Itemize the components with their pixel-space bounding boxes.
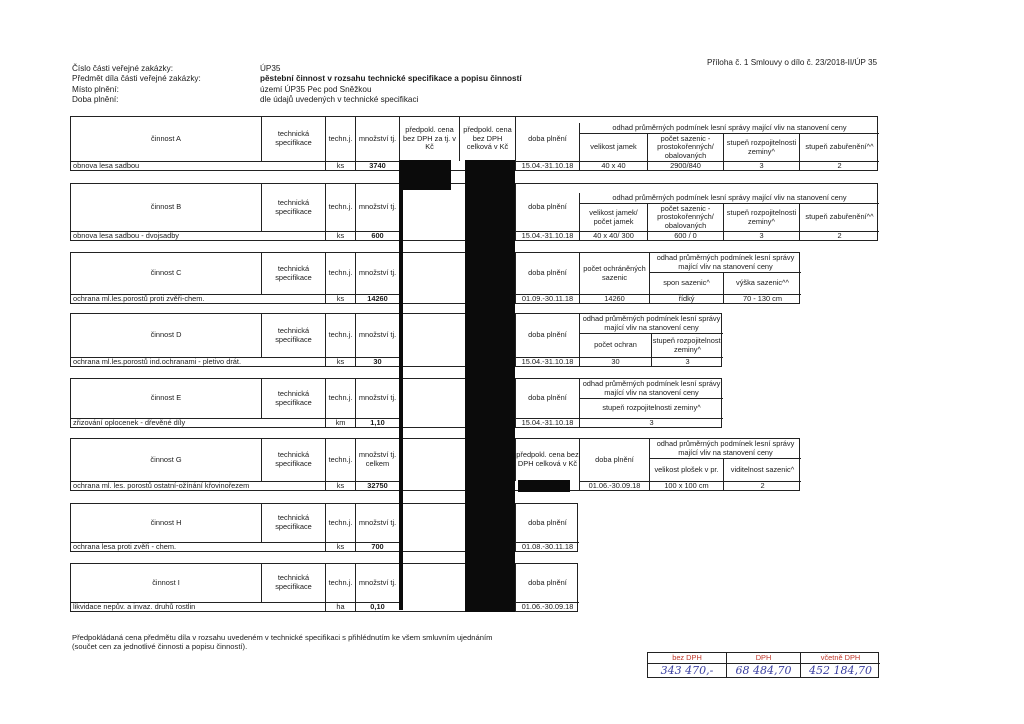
redaction-block xyxy=(399,160,451,190)
block-b-c3: stupeň rozpojitelnosti zeminy^ xyxy=(723,204,799,231)
block-g-term: 01.06.-30.09.18 xyxy=(579,481,649,491)
block-h-tech-spec: technická specifikace xyxy=(261,504,325,542)
block-a-unit: ks xyxy=(325,161,355,171)
block-d-unit-head: techn.j. xyxy=(325,314,355,357)
block-b-row-name: obnova lesa sadbou - dvojsadby xyxy=(71,231,325,241)
block-c-v2: řídký xyxy=(649,294,723,304)
block-g-c1: velikost plošek v pr. xyxy=(649,459,723,481)
total-col-bez-dph: bez DPH xyxy=(648,653,726,664)
block-e-odhad: odhad průměrných podmínek lesní správy mající vliv na stanovení ceny xyxy=(579,379,723,399)
block-b-odhad: odhad průměrných podmínek lesní správy mající vliv na stanovení ceny xyxy=(579,193,879,204)
block-g-term-head: doba plnění xyxy=(579,439,649,481)
block-c-qty: 14260 xyxy=(355,294,399,304)
block-g-unit: ks xyxy=(325,481,355,491)
block-a-c1: velikost jamek xyxy=(579,134,647,161)
block-b-v4: 2 xyxy=(799,231,879,241)
block-i-row-name: likvidace nepův. a invaz. druhů rostlin xyxy=(71,602,325,612)
block-c-unit-head: techn.j. xyxy=(325,253,355,294)
block-i-term: 01.06.-30.09.18 xyxy=(515,602,579,612)
block-i-term-head: doba plnění xyxy=(515,564,579,602)
redaction-block xyxy=(518,480,570,492)
block-i-unit: ha xyxy=(325,602,355,612)
block-e-tech-spec: technická specifikace xyxy=(261,379,325,418)
total-price-box xyxy=(647,652,879,678)
block-b-tech-spec: technická specifikace xyxy=(261,184,325,231)
footer-note-line2: (součet cen za jednotlivé činnosti a popisu činností). xyxy=(72,642,248,652)
block-b-c4: stupeň zabuřenění^^ xyxy=(799,204,879,231)
block-c-c2: spon sazenic^ xyxy=(649,273,723,294)
value-subject: pěstební činnost v rozsahu technické specifikace a popisu činností xyxy=(260,74,522,84)
block-e-title: činnost E xyxy=(150,393,182,403)
block-e-row-name: zřizování oplocenek - dřevěné díly xyxy=(71,418,325,428)
block-a-v2: 2900/840 xyxy=(647,161,723,171)
block-d-term: 15.04.-31.10.18 xyxy=(515,357,579,367)
block-c-tech-spec: technická specifikace xyxy=(261,253,325,294)
block-i-unit-head: techn.j. xyxy=(325,564,355,602)
block-d-c1: počet ochran xyxy=(579,334,651,357)
block-c-c1: počet ochráněných sazenic xyxy=(579,253,649,294)
block-e-qty: 1,10 xyxy=(355,418,399,428)
value-place: území ÚP35 Pec pod Sněžkou xyxy=(260,84,372,94)
block-g-qty: 32750 xyxy=(355,481,399,491)
header-labels xyxy=(72,64,201,106)
block-c-c3: výška sazenic^^ xyxy=(723,273,801,294)
block-c-qty-head: množství tj. xyxy=(355,253,399,294)
block-c-unit: ks xyxy=(325,294,355,304)
block-a-v4: 2 xyxy=(799,161,879,171)
block-a-qty-head: množství tj. xyxy=(355,117,399,161)
block-e-term-head: doba plnění xyxy=(515,379,579,418)
block-d-row-name: ochrana ml.les.porostů ind.ochranami - pletivo drát. xyxy=(71,357,325,367)
block-a-qty: 3740 xyxy=(355,161,399,171)
label-subject: Předmět díla části veřejné zakázky: xyxy=(72,74,201,84)
block-c-term: 01.09.-30.11.18 xyxy=(515,294,579,304)
block-a-price-unit-head: předpokl. cena bez DPH za tj. v Kč xyxy=(399,117,459,161)
total-value-dph: 68 484,70 xyxy=(726,664,800,678)
block-g-v1: 100 x 100 cm xyxy=(649,481,723,491)
label-part-number: Číslo části veřejné zakázky: xyxy=(72,64,174,73)
total-col-dph: DPH xyxy=(726,653,800,664)
block-a-term: 15.04.-31.10.18 xyxy=(515,161,579,171)
block-c xyxy=(70,252,800,304)
block-b-v3: 3 xyxy=(723,231,799,241)
block-a-tech-spec: technická specifikace xyxy=(261,117,325,161)
block-a-c3: stupeň rozpojitelnosti zeminy^ xyxy=(723,134,799,161)
block-a-c4: stupeň zabuřenění^^ xyxy=(799,134,879,161)
block-c-term-head: doba plnění xyxy=(515,253,579,294)
block-c-v3: 70 - 130 cm xyxy=(723,294,801,304)
block-e-v1: 3 xyxy=(579,418,723,428)
block-e-qty-head: množství tj. xyxy=(355,379,399,418)
value-term: dle údajů uvedených v technické specifikaci xyxy=(260,95,419,105)
block-d xyxy=(70,313,722,367)
block-h-term-head: doba plnění xyxy=(515,504,579,542)
block-g-row-name: ochrana ml. les. porostů ostatní-ožínání křovinořezem xyxy=(71,481,325,491)
block-e-unit-head: techn.j. xyxy=(325,379,355,418)
header-values xyxy=(260,64,522,106)
block-i-tech-spec: technická specifikace xyxy=(261,564,325,602)
footer-note-line1: Předpokládaná cena předmětu díla v rozsahu uvedeném v technické specifikaci s přihlédnutím ke všem smluvním ujednáním xyxy=(72,633,493,642)
block-g-v2: 2 xyxy=(723,481,801,491)
footer-note xyxy=(72,633,492,652)
block-c-title: činnost C xyxy=(150,268,182,278)
block-e-c1: stupeň rozpojitelnosti zeminy^ xyxy=(579,399,723,418)
block-b-c2: počet sazenic - prostokořenných/ obalovaných xyxy=(647,204,723,231)
block-g-unit-head: techn.j. xyxy=(325,439,355,481)
block-a-c2: počet sazenic - prostokořenných/ obalovaných xyxy=(647,134,723,161)
block-d-odhad: odhad průměrných podmínek lesní správy mající vliv na stanovení ceny xyxy=(579,314,723,334)
total-col-vcetne-dph: včetně DPH xyxy=(800,653,880,664)
block-b-unit: ks xyxy=(325,231,355,241)
total-value-bez-dph: 343 470,- xyxy=(660,664,714,677)
block-h-unit: ks xyxy=(325,542,355,552)
block-c-v1: 14260 xyxy=(579,294,649,304)
block-g-price-total-head: předpokl. cena bez DPH celková v Kč xyxy=(515,439,579,481)
block-g-qty-head: množství tj. celkem xyxy=(355,439,399,481)
block-e xyxy=(70,378,722,428)
block-b-v2: 600 / 0 xyxy=(647,231,723,241)
label-term: Doba plnění: xyxy=(72,95,119,105)
block-g-tech-spec: technická specifikace xyxy=(261,439,325,481)
block-b-term-head: doba plnění xyxy=(515,184,579,231)
block-a-price-total-head: předpokl. cena bez DPH celková v Kč xyxy=(459,117,515,161)
label-place: Místo plnění: xyxy=(72,84,119,94)
block-a-term-head: doba plnění xyxy=(515,117,579,161)
block-e-term: 15.04.-31.10.18 xyxy=(515,418,579,428)
attachment-title: Příloha č. 1 Smlouvy o dílo č. 23/2018-II/ÚP 35 xyxy=(707,58,878,67)
redaction-block xyxy=(399,190,403,610)
block-h-term: 01.08.-30.11.18 xyxy=(515,542,579,552)
block-h-row-name: ochrana lesa proti zvěři - chem. xyxy=(71,542,325,552)
block-i-qty: 0,10 xyxy=(355,602,399,612)
block-c-row-name: ochrana ml.les.porostů proti zvěři-chem. xyxy=(71,294,325,304)
block-d-qty-head: množství tj. xyxy=(355,314,399,357)
block-a-v3: 3 xyxy=(723,161,799,171)
block-d-v1: 30 xyxy=(579,357,651,367)
block-d-v2: 3 xyxy=(651,357,723,367)
block-b-c1: velikost jamek/ počet jamek xyxy=(579,204,647,231)
block-d-unit: ks xyxy=(325,357,355,367)
block-d-c2: stupeň rozpojitelnosti zeminy^ xyxy=(651,334,723,357)
block-b-qty: 600 xyxy=(355,231,399,241)
block-a-title: činnost A xyxy=(151,133,181,143)
block-b-term: 15.04.-31.10.18 xyxy=(515,231,579,241)
block-d-qty: 30 xyxy=(355,357,399,367)
block-a-row-name: obnova lesa sadbou xyxy=(71,161,325,171)
block-b-v1: 40 x 40/ 300 xyxy=(579,231,647,241)
block-g-odhad: odhad průměrných podmínek lesní správy mající vliv na stanovení ceny xyxy=(649,439,801,459)
block-e-unit: km xyxy=(325,418,355,428)
block-g xyxy=(70,438,800,491)
redaction-block xyxy=(465,160,515,612)
block-b-qty-head: množství tj. xyxy=(355,184,399,231)
block-i-qty-head: množství tj. xyxy=(355,564,399,602)
block-b-unit-head: techn.j. xyxy=(325,184,355,231)
block-g-title: činnost G xyxy=(150,454,182,464)
block-d-title: činnost D xyxy=(150,330,182,340)
block-b-title: činnost B xyxy=(150,202,182,212)
block-h-qty-head: množství tj. xyxy=(355,504,399,542)
block-h-unit-head: techn.j. xyxy=(325,504,355,542)
block-c-odhad: odhad průměrných podmínek lesní správy mající vliv na stanovení ceny xyxy=(649,253,801,273)
block-i-title: činnost I xyxy=(152,577,180,587)
block-d-term-head: doba plnění xyxy=(515,314,579,357)
block-a-v1: 40 x 40 xyxy=(579,161,647,171)
value-part-number: ÚP35 xyxy=(260,64,281,73)
block-g-c2: viditelnost sazenic^ xyxy=(723,459,801,481)
block-a-odhad: odhad průměrných podmínek lesní správy mající vliv na stanovení ceny xyxy=(579,123,879,134)
total-value-vcetne-dph: 452 184,70 xyxy=(800,664,880,678)
block-h-qty: 700 xyxy=(355,542,399,552)
block-d-tech-spec: technická specifikace xyxy=(261,314,325,357)
block-h-title: činnost H xyxy=(150,517,182,527)
block-a-unit-head: techn.j. xyxy=(325,117,355,161)
